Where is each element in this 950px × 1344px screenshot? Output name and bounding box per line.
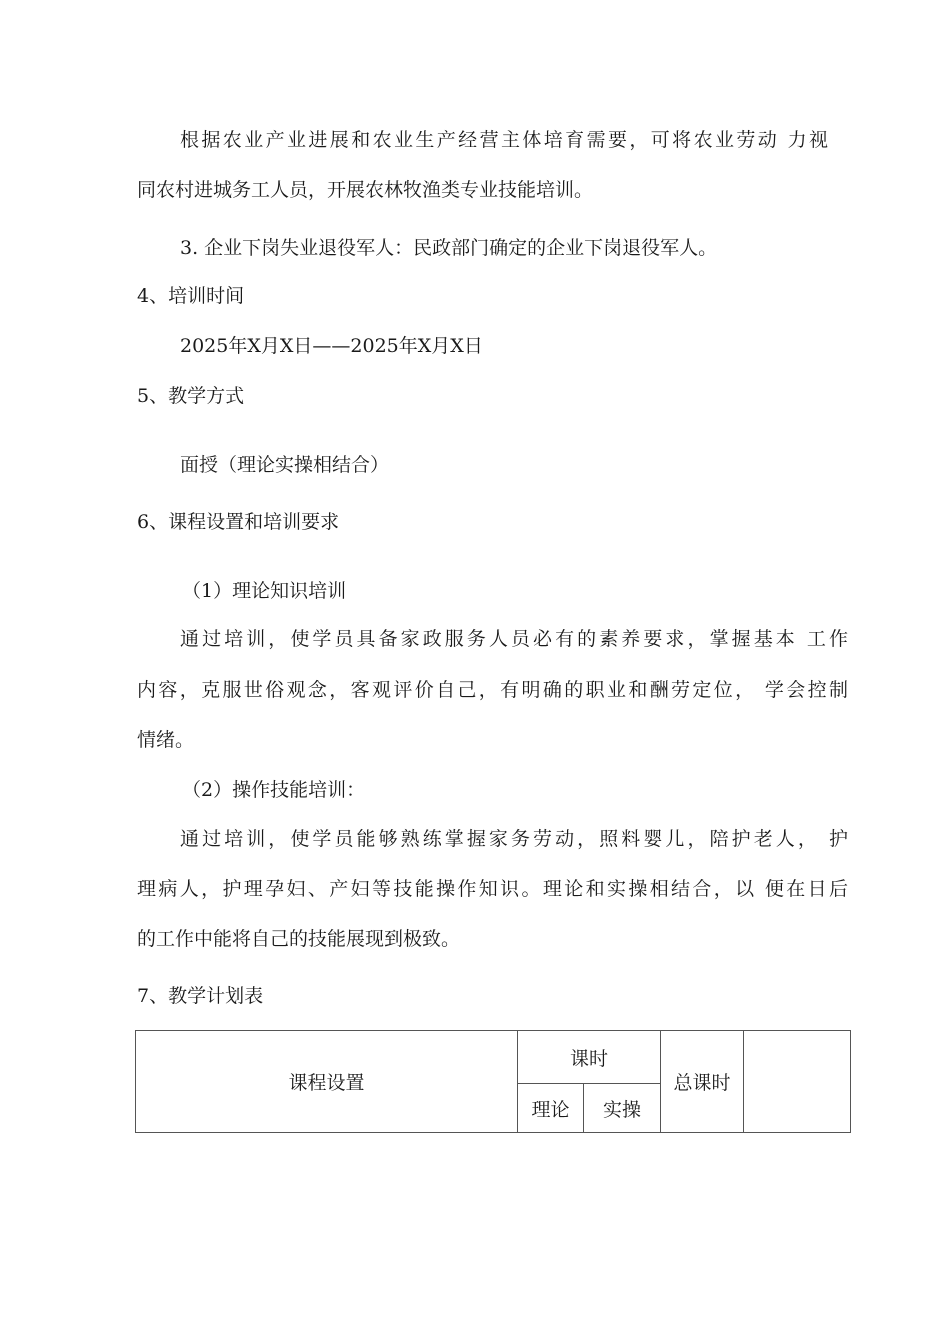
empty-header-cell: [744, 1031, 851, 1133]
page-bottom-mask: [120, 1133, 880, 1163]
course-header-cell: 课程设置: [136, 1031, 518, 1133]
section-heading-7: 7、教学计划表: [137, 985, 264, 1007]
practice-header-cell: 实操: [584, 1084, 661, 1133]
teaching-plan-table: [135, 1030, 851, 1133]
paragraph-line: 通过培训，使学员能够熟练掌握家务劳动，照料婴儿，陪护老人， 护: [180, 828, 848, 850]
list-item-3: 3. 企业下岗失业退役军人：民政部门确定的企业下岗退役军人。: [180, 237, 718, 259]
paragraph-line: 的工作中能将自己的技能展现到极致。: [137, 928, 461, 950]
paragraph-line: 同农村进城务工人员，开展农林牧渔类专业技能培训。: [137, 179, 594, 201]
section-heading-4: 4、培训时间: [137, 285, 245, 307]
section-heading-6: 6、课程设置和培训要求: [137, 511, 340, 533]
paragraph-line: 内容，克服世俗观念，客观评价自己，有明确的职业和酬劳定位， 学会控制: [137, 679, 848, 701]
hours-header-cell: 课时: [518, 1031, 661, 1084]
paragraph-line: 理病人，护理孕妇、产妇等技能操作知识。理论和实操相结合，以 便在日后: [137, 878, 848, 900]
subsection-heading-2: （2）操作技能培训：: [182, 779, 366, 801]
theory-header-cell: 理论: [518, 1084, 584, 1133]
paragraph-line: 根据农业产业进展和农业生产经营主体培育需要，可将农业劳动 力视: [180, 129, 828, 151]
subsection-heading-1: （1）理论知识培训: [182, 580, 347, 602]
section-heading-5: 5、教学方式: [137, 385, 245, 407]
paragraph-line: 情绪。: [137, 729, 195, 751]
total-hours-header-cell: 总课时: [661, 1031, 744, 1133]
paragraph-line: 通过培训，使学员具备家政服务人员必有的素养要求，掌握基本 工作: [180, 628, 848, 650]
training-time: 2025年X月X日——2025年X月X日: [180, 335, 483, 357]
table-row: [136, 1031, 851, 1084]
teaching-method: 面授（理论实操相结合）: [180, 454, 390, 476]
